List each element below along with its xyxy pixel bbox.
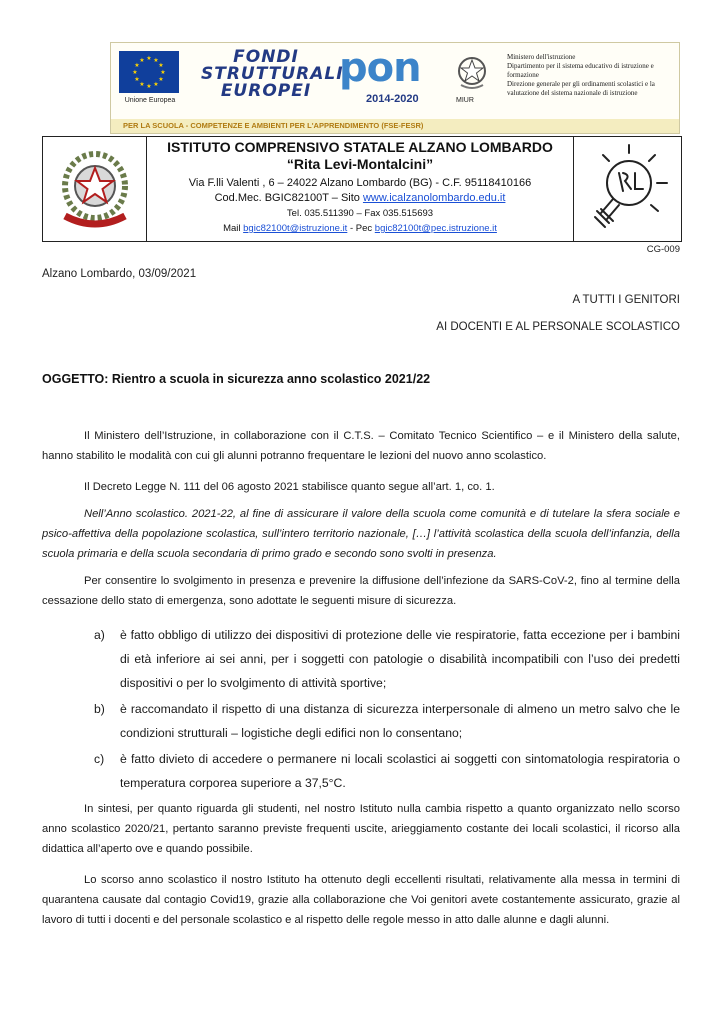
list-letter: c) (94, 752, 105, 766)
miur-label: MIUR (456, 97, 474, 104)
fondi-line: FONDI (233, 47, 299, 67)
body-paragraph (42, 799, 680, 859)
svg-text:★: ★ (160, 69, 166, 76)
school-header (42, 136, 682, 242)
school-subtitle: “Rita Levi-Montalcini” (286, 156, 434, 172)
pec-label: - Pec (347, 223, 375, 234)
mail-label: Mail (223, 223, 244, 234)
recipient-line: AI DOCENTI E AL PERSONALE SCOLASTICO (436, 321, 680, 333)
paragraph-text: Il Decreto Legge N. 111 del 06 agosto 2021 stabilisce quanto segue all’art. 1, co. 1. (84, 481, 495, 493)
school-name: ISTITUTO COMPRENSIVO STATALE ALZANO LOMBARDO (167, 139, 553, 155)
list-item (84, 747, 680, 795)
list-item (84, 623, 680, 695)
list-letter: a) (94, 628, 105, 642)
paragraph-text: Nell’Anno scolastico. 2021-22, al fine di assicurare il valore della scuola come comunità e di tutelare la sfera sociale e psico-affettiva della popolazione scolastica, sull’intero territorio nazionale, […] l’attività scolastica della scuola dell’infanzia, della scuola primaria e della scuola secondaria di primo grado e secondo sono svolti in presenza. (42, 508, 680, 560)
svg-text:★: ★ (132, 69, 138, 76)
codmec-text: Cod.Mec. BGIC82100T – Sito (214, 192, 363, 204)
svg-text:★: ★ (146, 83, 152, 90)
pec-link[interactable]: bgic82100t@pec.istruzione.it (374, 223, 497, 234)
svg-text:★: ★ (139, 81, 145, 88)
list-text: è fatto obbligo di utilizzo dei dispositivi di protezione delle vie respiratorie, fatta eccezione per i bambini di età inferiore ai sei anni, per i soggetti con patologie o disabilità incompatibili con l’uso dei predetti dispositivi o per lo svolgimento di attività sportive; (120, 628, 680, 690)
list-item (84, 697, 680, 745)
svg-text:★: ★ (134, 62, 140, 69)
paragraph-text: Lo scorso anno scolastico il nostro Istituto ha ottenuto degli eccellenti risultati, relativamente alla messa in termini di quarantena causate dal contagio Covid19, grazie alla collaborazione che Voi genitori avete costantemente assicurato, grazie al lavoro di tutti i docenti e del personale scolastico e al rispetto delle regole messo in atto dalle alunne e dagli alunni. (42, 874, 680, 926)
ministry-text (507, 53, 677, 98)
document-code: CG-009 (646, 244, 680, 255)
banner-footer: PER LA SCUOLA - COMPETENZE E AMBIENTI PER L'APPRENDIMENTO (FSE-FESR) (111, 119, 679, 133)
svg-text:★: ★ (146, 55, 152, 62)
svg-text:★: ★ (158, 76, 164, 83)
paragraph-text: Il Ministero dell’Istruzione, in collaborazione con il C.T.S. – Comitato Tecnico Scientifico – e il Ministero della salute, hanno stabilito le modalità con cui gli alunni potranno frequentare le lezioni del nuovo anno scolastico. (42, 430, 680, 462)
divider (573, 137, 574, 241)
ministry-line: Direzione generale per gli ordinamenti scolastici e la valutazione del sistema nazionale di istruzione (507, 80, 655, 97)
paragraph-text: In sintesi, per quanto riguarda gli studenti, nel nostro Istituto nulla cambia rispetto a quanto organizzato nello scorso anno scolastico 2020/21, pertanto saranno previste frequenti uscite, arieggiamento costante dei locali scolastici, il ricorso alla didattica all’aperto ove e quando possibile. (42, 803, 680, 855)
ministry-line: Ministero dell'istruzione (507, 53, 576, 61)
eu-label: Unione Europea (124, 97, 176, 104)
school-mail (147, 223, 573, 234)
fondi-strutturali-logo (201, 47, 344, 101)
svg-text:★: ★ (134, 76, 140, 83)
list-text: è fatto divieto di accedere o permanere ni locali scolastici ai soggetti con sintomatologia respiratoria o temperatura corporea superiore a 37,5°C. (120, 752, 680, 790)
svg-text:★: ★ (153, 57, 159, 64)
subject-heading: OGGETTO: Rientro a scuola in sicurezza anno scolastico 2021/22 (42, 372, 431, 386)
body-paragraph (42, 426, 680, 466)
body-paragraph (42, 870, 680, 930)
svg-text:★: ★ (139, 57, 145, 64)
pon-logo: pon (339, 45, 421, 91)
recipient-line: A TUTTI I GENITORI (572, 294, 680, 306)
republic-emblem-icon (51, 144, 139, 234)
pon-banner (110, 42, 680, 134)
body-paragraph (42, 477, 680, 497)
lightbulb-rlm-icon (583, 143, 673, 235)
pon-years: 2014-2020 (366, 93, 419, 105)
paragraph-text: Per consentire lo svolgimento in presenza e prevenire la diffusione dell’infezione da SARS-CoV-2, fino al termine della cessazione dello stato di emergenza, sono adottate le seguenti misure di sicurezza. (42, 575, 680, 607)
ministry-line: Dipartimento per il sistema educativo di istruzione e formazione (507, 62, 654, 79)
mail-link[interactable]: bgic82100t@istruzione.it (243, 223, 348, 234)
website-link[interactable]: www.icalzanolombardo.edu.it (362, 192, 506, 204)
italian-republic-emblem-icon (456, 55, 488, 91)
school-address: Via F.lli Valenti , 6 – 24022 Alzano Lombardo (BG) - C.F. 95118410166 (188, 177, 532, 189)
fondi-line: EUROPEI (220, 81, 312, 101)
school-phone: Tel. 035.511390 – Fax 035.515693 (286, 208, 434, 219)
school-codmec (147, 192, 573, 204)
decree-quote (42, 504, 680, 564)
svg-text:★: ★ (158, 62, 164, 69)
fondi-line: STRUTTURALI (201, 64, 344, 84)
date-line: Alzano Lombardo, 03/09/2021 (42, 268, 197, 280)
svg-text:★: ★ (153, 81, 159, 88)
eu-flag-icon (119, 51, 179, 93)
body-paragraph (42, 571, 680, 611)
measures-list (84, 623, 680, 797)
list-letter: b) (94, 702, 105, 716)
list-text: è raccomandato il rispetto di una distanza di sicurezza interpersonale di almeno un metro salvo che le condizioni strutturali – logistiche degli edifici non lo consentano; (120, 702, 680, 740)
